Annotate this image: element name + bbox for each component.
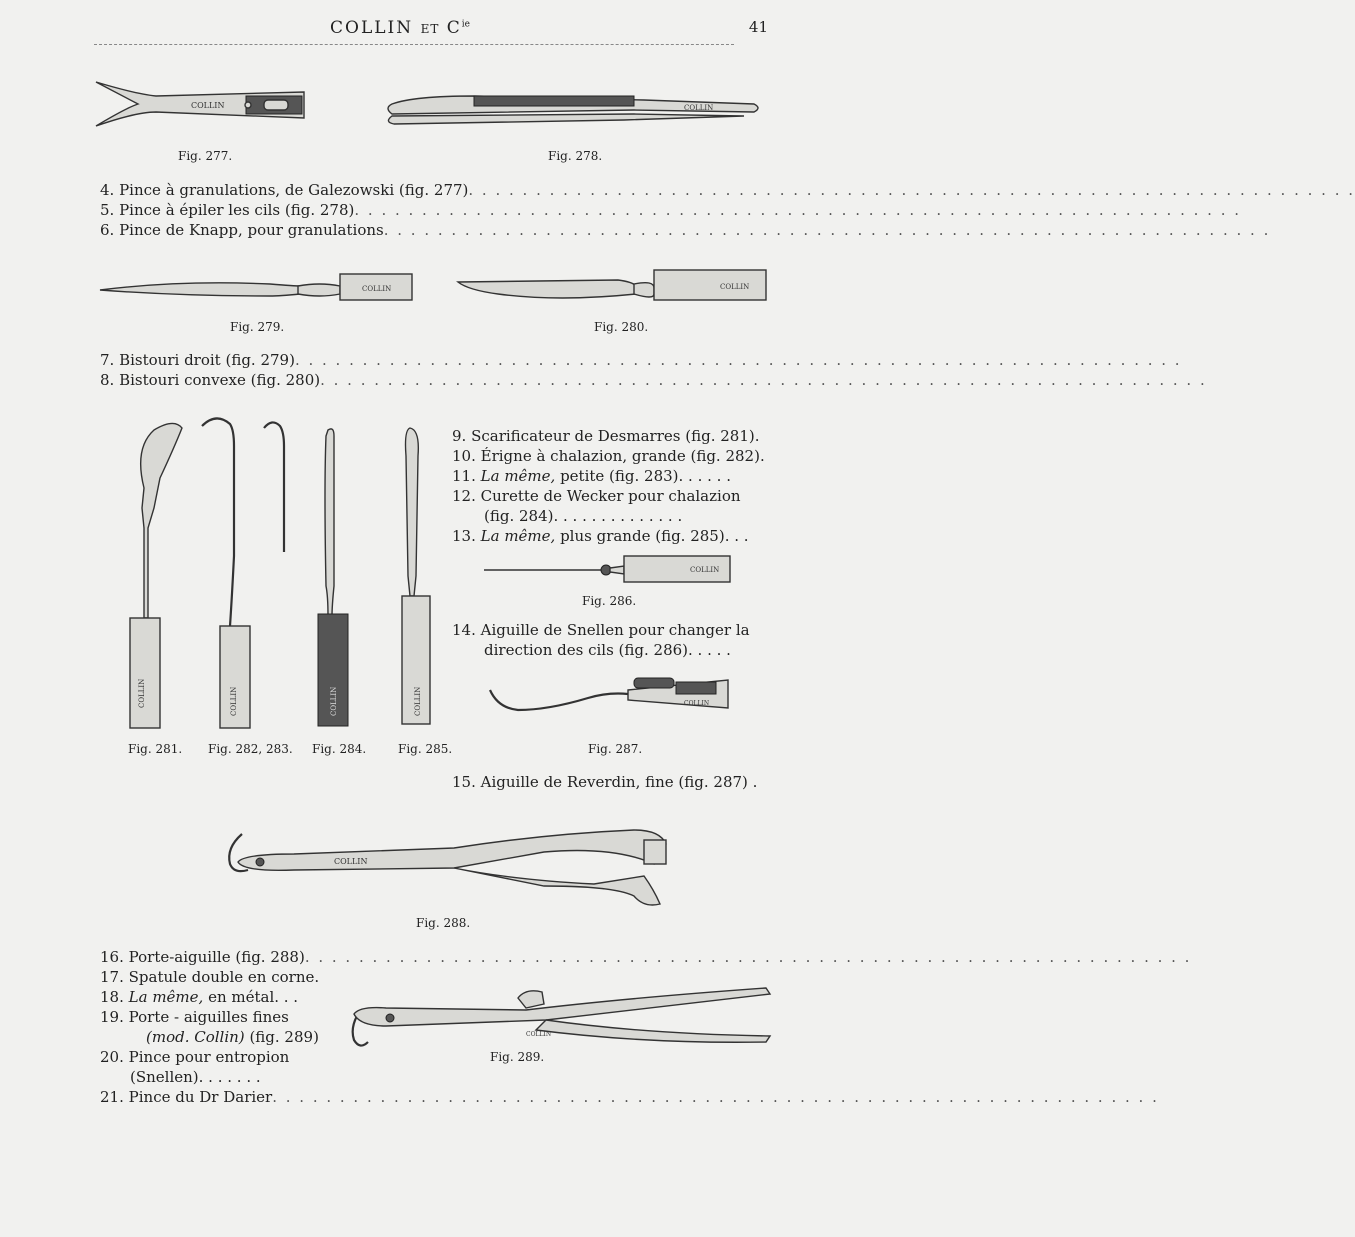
engraving-278: COLLIN	[684, 104, 714, 112]
items-top-list	[100, 180, 1355, 240]
engraving-279: COLLIN	[362, 285, 392, 293]
list-item: 14. Aiguille de Snellen pour changer la	[452, 621, 750, 639]
fig-283-illustration	[262, 420, 292, 554]
list-item: 17. Spatule double en corne.	[100, 968, 320, 986]
fig-285-label: Fig. 285.	[398, 742, 453, 756]
fig-288-illustration	[214, 824, 674, 910]
list-item: 12. Curette de Wecker pour chalazion	[452, 487, 741, 505]
list-item: 20. Pince pour entropion	[100, 1048, 290, 1066]
engraving-285: COLLIN	[414, 686, 422, 716]
header-rule	[94, 44, 734, 45]
header-c: C	[446, 18, 462, 38]
engraving-288: COLLIN	[334, 857, 368, 866]
fig-280-label: Fig. 280.	[594, 320, 649, 334]
list-item: (Snellen). . . . . . .	[130, 1068, 261, 1086]
engraving-287: COLLIN	[684, 700, 710, 707]
fig-281-label: Fig. 281.	[128, 742, 183, 756]
header-et: ET	[420, 22, 440, 36]
header-ie: ie	[461, 19, 470, 30]
fig-280-illustration	[458, 268, 770, 304]
engraving-280: COLLIN	[720, 283, 750, 291]
page-number: 41	[748, 18, 768, 36]
list-item: (mod. Collin) (fig. 289)	[146, 1028, 319, 1046]
fig-285-illustration	[398, 426, 434, 726]
fig-286-label: Fig. 286.	[582, 594, 637, 608]
engraving-286: COLLIN	[690, 566, 720, 574]
fig-289-label: Fig. 289.	[490, 1050, 545, 1064]
items-right-list-a	[452, 426, 765, 546]
fig-287-label: Fig. 287.	[588, 742, 643, 756]
items-right-list-b	[452, 620, 750, 660]
list-item: 13. La même, plus grande (fig. 285). . .	[452, 527, 749, 545]
fig-288-label: Fig. 288.	[416, 916, 471, 930]
fig-284-illustration	[318, 426, 354, 728]
fig-284-label: Fig. 284.	[312, 742, 367, 756]
fig-287-illustration	[488, 674, 734, 716]
engraving-281: COLLIN	[138, 678, 146, 708]
items-right-list-c	[452, 772, 758, 792]
list-item: 19. Porte - aiguilles fines	[100, 1008, 289, 1026]
fig-277-label: Fig. 277.	[178, 149, 233, 163]
fig-279-illustration	[100, 270, 415, 304]
list-item: 21. Pince du Dr Darier. . . . . . . . . . . . . . . . . . . . . . . . . . . . . . . . . . . . . . . . . . . . . . . . . . . . . . . . . . . . . . . . . .	[100, 1088, 1159, 1106]
fig-279-label: Fig. 279.	[230, 320, 285, 334]
fig-282-illustration	[200, 416, 260, 730]
list-item: (fig. 284). . . . . . . . . . . . . .	[484, 507, 683, 525]
list-item: 8. Bistouri convexe (fig. 280). . . . . . . . . . . . . . . . . . . . . . . . . . . . . . . . . . . . . . . . . . . . . . . . . . . . . . . . . . . . . . . . . .	[100, 371, 1207, 389]
list-item: 7. Bistouri droit (fig. 279). . . . . . . . . . . . . . . . . . . . . . . . . . . . . . . . . . . . . . . . . . . . . . . . . . . . . . . . . . . . . . . . . .	[100, 351, 1182, 369]
fig-277-illustration	[96, 78, 311, 134]
list-item: 10. Érigne à chalazion, grande (fig. 282).	[452, 447, 765, 465]
engraving-282: COLLIN	[230, 686, 238, 716]
list-item: 9. Scarificateur de Desmarres (fig. 281).	[452, 427, 760, 445]
header-collin: COLLIN	[330, 18, 414, 38]
items-mid-list	[100, 350, 1207, 390]
engraving-289: COLLIN	[526, 1031, 552, 1038]
fig-286-illustration	[484, 554, 734, 586]
list-item: 16. Porte-aiguille (fig. 288). . . . . . . . . . . . . . . . . . . . . . . . . . . . . . . . . . . . . . . . . . . . . . . . . . . . . . . . . . . . . . . . . .	[100, 948, 1192, 966]
list-item: 11. La même, petite (fig. 283). . . . . .	[452, 467, 731, 485]
engraving-284: COLLIN	[330, 686, 338, 716]
fig-281-illustration	[124, 418, 184, 730]
page-header	[0, 18, 800, 38]
fig-282-label: Fig. 282, 283.	[208, 742, 293, 756]
list-item: 18. La même, en métal. . .	[100, 988, 299, 1006]
list-item: 6. Pince de Knapp, pour granulations. . . . . . . . . . . . . . . . . . . . . . . . . . . . . . . . . . . . . . . . . . . . . . . . . . . . . . . . . . . . . . . . . .	[100, 221, 1271, 239]
fig-278-illustration	[384, 92, 764, 128]
fig-278-label: Fig. 278.	[548, 149, 603, 163]
list-item: 5. Pince à épiler les cils (fig. 278). . . . . . . . . . . . . . . . . . . . . . . . . . . . . . . . . . . . . . . . . . . . . . . . . . . . . . . . . . . . . . . . . .	[100, 201, 1241, 219]
fig-289-illustration	[346, 984, 774, 1054]
list-item: 4. Pince à granulations, de Galezowski (fig. 277). . . . . . . . . . . . . . . . . . . . . . . . . . . . . . . . . . . . . . . . . . . . . . . . . . . . . . . . . . . . . . . . . .	[100, 181, 1355, 199]
engraving-277: COLLIN	[191, 101, 225, 110]
list-item: 15. Aiguille de Reverdin, fine (fig. 287) .	[452, 773, 758, 791]
list-item: direction des cils (fig. 286). . . . .	[484, 641, 731, 659]
